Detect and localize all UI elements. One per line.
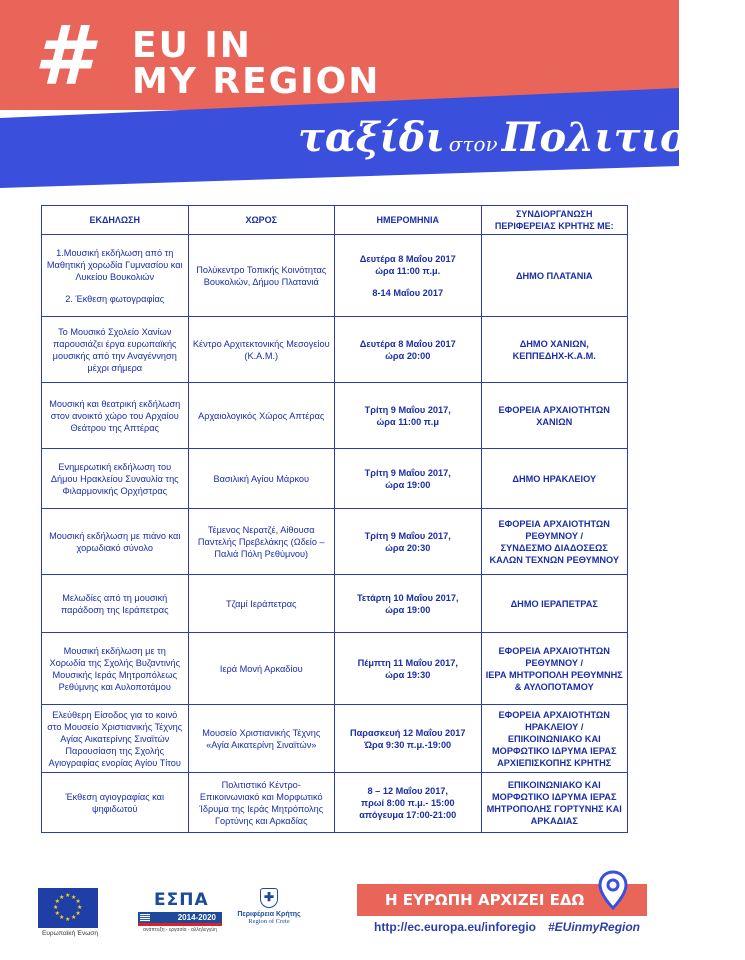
cell-line: Μουσική και θεατρική εκδήλωση στον ανοικτό χώρο του Αρχαίου Θεάτρου της Απτέρας <box>49 398 181 433</box>
cell-organizer <box>481 449 628 509</box>
cell-event <box>42 509 189 575</box>
cell-event <box>42 575 189 633</box>
cell-organizer <box>481 383 628 449</box>
cell-line: Μουσείο Χριστιανικής Τέχνης «Αγία Αικατερίνη Σιναϊτών» <box>202 727 321 750</box>
cell-date <box>335 383 482 449</box>
cell-organizer <box>481 705 628 773</box>
cell-organizer <box>481 575 628 633</box>
cell-line: ώρα 11:00 π.μ <box>376 416 439 427</box>
cell-date <box>335 509 482 575</box>
cell-line: ΕΦΟΡΕΙΑ ΑΡΧΑΙΟΤΗΤΩΝ ΡΕΘΥΜΝΟΥ / <box>498 645 610 668</box>
cell-venue <box>188 317 335 383</box>
cell-line: ώρα 20:00 <box>385 350 431 361</box>
espa-word: ΕΣΠΑ <box>154 890 209 910</box>
campaign-hashtag: #EUinmyRegion <box>548 920 641 934</box>
cell-line: ώρα 19:00 <box>385 479 431 490</box>
cell-line: ΙΕΡΑ ΜΗΤΡΟΠΟΛΗ ΡΕΘΥΜΝΗΣ & ΑΥΛΟΠΟΤΑΜΟΥ <box>485 669 623 692</box>
cell-line: ΧΑΝΙΩΝ <box>536 416 573 427</box>
cell-line: ΔΗΜΟ ΙΕΡΑΠΕΤΡΑΣ <box>510 598 598 609</box>
cell-event <box>42 383 189 449</box>
cell-line: Δευτέρα 8 Μαΐου 2017 <box>359 253 456 264</box>
cell-line: Πολιτιστικό Κέντρο-Επικοινωνιακό και Μορφωτικό Ίδρυμα της Ιεράς Μητρόπολης Γορτύνης και Αρκαδίας <box>199 779 324 826</box>
campaign-subtitle <box>298 114 745 161</box>
cell-line: ΕΦΟΡΕΙΑ ΑΡΧΑΙΟΤΗΤΩΝ <box>498 404 610 415</box>
cell-line: Τρίτη 9 Μαΐου 2017, <box>364 530 451 541</box>
cell-organizer <box>481 633 628 705</box>
espa-logo <box>138 890 222 934</box>
cell-line: Το Μουσικό Σχολείο Χανίων παρουσιάζει έργα ευρωπαϊκής μουσικής από την Αναγέννηση μέχρι σήμερα <box>52 326 177 373</box>
crete-name-english: Region of Crete <box>248 918 290 925</box>
greek-flag-icon <box>140 914 150 922</box>
subtitle-part1: ταξίδι <box>298 114 445 161</box>
cell-line: Δευτέρα 8 Μαΐου 2017 <box>359 338 456 349</box>
cell-venue <box>188 235 335 317</box>
cell-line: Έκθεση αγιογραφίας και ψηφιδωτού <box>65 791 165 814</box>
cell-line: 1.Μουσική εκδήλωση από τη Μαθητική χορωδία Γυμνασίου και Λυκείου Βουκολιών <box>46 247 183 282</box>
table-row <box>42 509 628 575</box>
table-row <box>42 449 628 509</box>
line-gap <box>46 283 184 293</box>
eu-star-icon: ★ <box>75 911 81 917</box>
crete-name-greek: Περιφέρεια Κρήτης <box>237 911 301 918</box>
column-header-event: ΕΚΔΗΛΩΣΗ <box>42 206 189 235</box>
column-header-organizer: ΣΥΝΔΙΟΡΓΑΝΩΣΗ ΠΕΡΙΦΕΡΕΙΑΣ ΚΡΗΤΗΣ ΜΕ: <box>481 206 628 235</box>
table-row <box>42 235 628 317</box>
table-row <box>42 575 628 633</box>
table-row <box>42 383 628 449</box>
eu-caption: Ευρωπαϊκή Ένωση <box>42 930 98 937</box>
cell-line: ΔΗΜΟ ΗΡΑΚΛΕΙΟΥ <box>512 473 597 484</box>
cell-line: Αρχαιολογικός Χώρος Απτέρας <box>198 410 325 421</box>
cell-date <box>335 235 482 317</box>
region-of-crete-logo <box>234 888 304 938</box>
eu-star-icon: ★ <box>59 894 65 901</box>
cell-line: ΕΠΙΚΟΙΝΩΝΙΑΚΟ ΚΑΙ ΜΟΡΦΩΤΙΚΟ ΙΔΡΥΜΑ ΙΕΡΑΣ ΜΗΤΡΟΠΟΛΗΣ ΓΟΡΤΥΝΗΣ ΚΑΙ ΑΡΚΑΔΙΑΣ <box>486 779 622 826</box>
subtitle-small: στον <box>448 132 498 156</box>
cell-venue <box>188 705 335 773</box>
cell-date <box>335 317 482 383</box>
cell-venue <box>188 633 335 705</box>
cell-date <box>335 449 482 509</box>
cell-venue <box>188 575 335 633</box>
cell-line: Παρασκευή 12 Μαΐου 2017 <box>350 727 466 738</box>
cell-event <box>42 633 189 705</box>
cell-line: Τζαμί Ιεράπετρας <box>226 598 297 609</box>
eu-flag-icon <box>38 888 98 928</box>
cell-venue <box>188 383 335 449</box>
table-row <box>42 317 628 383</box>
table-row <box>42 773 628 833</box>
cell-line: Ώρα 9:30 π.μ.-19:00 <box>364 739 452 750</box>
cell-event <box>42 773 189 833</box>
eu-star-icon: ★ <box>77 905 83 911</box>
cell-line: Τρίτη 9 Μαΐου 2017, <box>364 467 451 478</box>
subtitle-part2: Πολιτισμό <box>501 114 745 161</box>
inforegio-link[interactable]: http://ec.europa.eu/inforegio <box>374 920 537 934</box>
eu-star-icon: ★ <box>53 905 59 911</box>
cell-line: Πολύκεντρο Τοπικής Κοινότητας Βουκολιών, Δήμου Πλατανιά <box>196 264 327 287</box>
campaign-title-line2: MY REGION <box>132 61 381 102</box>
cell-line: Μελωδίες από τη μουσική παράδοση της Ιεράπετρας <box>60 592 169 615</box>
cell-organizer <box>481 317 628 383</box>
eu-star-icon: ★ <box>59 915 65 922</box>
cell-line: Βασιλική Αγίου Μάρκου <box>213 473 310 484</box>
cell-organizer <box>481 509 628 575</box>
eu-star-icon: ★ <box>71 894 77 901</box>
espa-red-stripe <box>138 923 222 926</box>
eu-star-icon: ★ <box>65 917 71 923</box>
cell-line: ΔΗΜΟ ΠΛΑΤΑΝΙΑ <box>515 270 593 281</box>
cell-event <box>42 449 189 509</box>
header-banner <box>0 0 745 195</box>
crete-crest-icon: ✚ <box>260 888 278 908</box>
hash-symbol: # <box>34 9 92 104</box>
campaign-title-line1: EU IN <box>132 25 252 66</box>
cell-line: ΔΗΜΟ ΧΑΝΙΩΝ, <box>519 338 589 349</box>
cell-line: Πέμπτη 11 Μαΐου 2017, <box>357 657 458 668</box>
eu-star-icon: ★ <box>75 899 81 905</box>
cell-line: πρωί 8:00 π.μ.- 15:00 <box>361 797 455 808</box>
cell-line: ΕΠΙΚΟΙΝΩΝΙΑΚΟ ΚΑΙ ΜΟΡΦΩΤΙΚΟ ΙΔΡΥΜΑ ΙΕΡΑΣ ΑΡΧΙΕΠΙΣΚΟΠΗΣ ΚΡΗΤΗΣ <box>492 733 617 768</box>
events-table <box>41 205 628 833</box>
eu-star-icon: ★ <box>71 915 77 922</box>
espa-years: 2014-2020 <box>138 912 222 924</box>
eu-star-icon: ★ <box>65 893 71 899</box>
cell-line: Ελεύθερη Είσοδος για το κοινό στο Μουσείο Χριστιανικής Τέχνης Αγίας Αικατερίνης Σιναϊτών Παρουσίαση της Σχολής Αγιογραφίας ενορίας Αγίου Τίτου <box>47 709 183 768</box>
cell-date <box>335 575 482 633</box>
table-header-row <box>42 206 628 235</box>
cell-line: 8-14 Μαΐου 2017 <box>372 287 444 298</box>
cell-line: απόγευμα 17:00-21:00 <box>359 809 457 820</box>
cell-line: Μουσική εκδήλωση με τη Χορωδία της Σχολής Βυζαντινής Μουσικής Ιεράς Μητροπόλεως Ρεθύμνης και Αυλοποτάμου <box>49 645 181 692</box>
cell-event <box>42 317 189 383</box>
europe-starts-here-banner: Η ΕΥΡΩΠΗ ΑΡΧΙΖΕΙ ΕΔΩ <box>357 884 647 916</box>
table-body <box>42 235 628 833</box>
table-row <box>42 705 628 773</box>
cell-date <box>335 705 482 773</box>
cell-line: Κέντρο Αρχιτεκτονικής Μεσογείου (Κ.Α.Μ.) <box>192 338 330 361</box>
cell-venue <box>188 449 335 509</box>
cell-date <box>335 633 482 705</box>
column-header-date: ΗΜΕΡΟΜΗΝΙΑ <box>335 206 482 235</box>
cell-line: ώρα 19:00 <box>385 604 431 615</box>
eu-star-icon: ★ <box>54 899 60 905</box>
cell-line: Ιερά Μονή Αρκαδίου <box>219 663 303 674</box>
cell-line: ώρα 11:00 π.μ. <box>375 265 441 276</box>
line-gap <box>339 277 477 287</box>
cell-line: Τετάρτη 10 Μαΐου 2017, <box>356 592 459 603</box>
cell-venue <box>188 773 335 833</box>
cell-organizer <box>481 235 628 317</box>
table-row <box>42 633 628 705</box>
cell-line: Τέμενος Νερατζέ, Αίθουσα Παντελής Πρεβελάκης (Ωδείο – Παλιά Πόλη Ρεθύμνου) <box>197 524 325 559</box>
cell-event <box>42 235 189 317</box>
cell-venue <box>188 509 335 575</box>
column-header-venue: ΧΩΡΟΣ <box>188 206 335 235</box>
cell-line: Μουσική εκδήλωση με πιάνο και χορωδιακό σύνολο <box>49 530 181 553</box>
cell-line: 2. Έκθεση φωτογραφίας <box>65 293 165 304</box>
espa-slogan: ανάπτυξη - εργασία - αλληλεγγύη <box>143 927 217 933</box>
eu-star-icon: ★ <box>54 911 60 917</box>
cell-line: Τρίτη 9 Μαΐου 2017, <box>364 404 451 415</box>
cell-line: Ενημερωτική εκδήλωση του Δήμου Ηρακλείου Συναυλία της Φιλαρμονικής Ορχήστρας <box>50 461 179 496</box>
location-pin-icon <box>598 870 628 910</box>
footer <box>0 870 679 960</box>
cell-line: ώρα 20:30 <box>385 542 431 553</box>
cell-organizer <box>481 773 628 833</box>
cell-line: ΕΦΟΡΕΙΑ ΑΡΧΑΙΟΤΗΤΩΝ ΡΕΘΥΜΝΟΥ / <box>498 518 610 541</box>
cell-line: ΕΦΟΡΕΙΑ ΑΡΧΑΙΟΤΗΤΩΝ ΗΡΑΚΛΕΙΟΥ / <box>498 709 610 732</box>
cell-line: ΣΥΝΔΕΣΜΟ ΔΙΑΔΟΣΕΩΣ ΚΑΛΩΝ ΤΕΧΝΩΝ ΡΕΘΥΜΝΟΥ <box>489 542 620 565</box>
cell-event <box>42 705 189 773</box>
cell-date <box>335 773 482 833</box>
cell-line: ώρα 19:30 <box>385 669 431 680</box>
cell-line: 8 – 12 Μαΐου 2017, <box>367 785 448 796</box>
cell-line: ΚΕΠΠΕΔΗΧ-Κ.Α.Μ. <box>512 350 596 361</box>
